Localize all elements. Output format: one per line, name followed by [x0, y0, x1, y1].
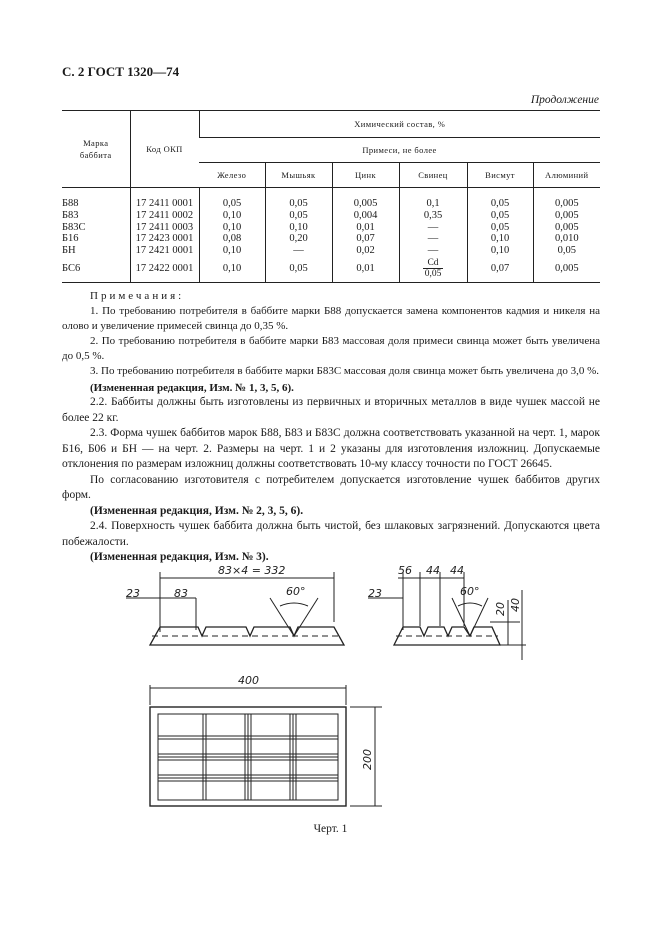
cell-grade: Б88 — [62, 198, 79, 209]
col-element: Железо — [199, 163, 265, 188]
impurities-header: Примеси, не более — [199, 138, 600, 163]
cell-value: 0,10 — [199, 257, 265, 283]
cell-value: — — [399, 233, 467, 245]
edit-note-2: (Измененная редакция, Изм. № 2, 3, 5, 6). — [90, 504, 304, 517]
cell-value: 0,1 — [399, 188, 467, 210]
dim-40: 40 — [509, 598, 522, 612]
cell-value: 0,05 — [265, 257, 332, 283]
note-3: 3. По требованию потребителя в баббите марки Б83С массовая доля свинца может быть увеличена до 3,0 %. — [90, 365, 600, 377]
cell-value: 0,010 — [533, 233, 600, 245]
cell-value: 0,05 — [265, 188, 332, 210]
cell-grade: Б16 — [62, 233, 79, 245]
cell-value: 0,005 — [332, 188, 399, 210]
cell-grade: Б83С — [62, 221, 86, 233]
cell-value: 0,10 — [199, 210, 265, 222]
dim-20: 20 — [494, 602, 507, 616]
cell-value: 0,02 — [332, 245, 399, 257]
cell-value: 0,10 — [199, 222, 265, 234]
dim-400: 400 — [238, 674, 259, 687]
note-1: 1. По требованию потребителя в баббите марки Б88 допускается замена компонентов кадмия и никеля на олово и увеличение примесей свинца до 0,35 %. — [62, 305, 600, 332]
cell-value: 0,35 — [399, 210, 467, 222]
angle-left: 60° — [286, 585, 306, 598]
cell-grade: БС6 — [62, 257, 130, 283]
dim-23-right: 23 — [368, 587, 382, 600]
col-element: Цинк — [332, 163, 399, 188]
cell-value: 0,07 — [332, 233, 399, 245]
notes-title: Примечания: — [90, 290, 185, 302]
cell-value: 0,05 — [199, 188, 265, 210]
paragraph-2-4: 2.4. Поверхность чушек баббита должна быть чистой, без шлаковых загрязнений. Допускаются цвета побежалости. — [62, 520, 600, 548]
cell-grade: БН — [62, 245, 76, 257]
dim-44-b: 44 — [450, 564, 464, 577]
cell-value: 0,005 — [533, 188, 600, 210]
cell-value: 0,10 — [199, 245, 265, 257]
edit-note-3: (Измененная редакция, Изм. № 3). — [90, 551, 269, 563]
cell-value: 0,05 — [467, 222, 533, 234]
cell-value: 0,005 — [533, 210, 600, 222]
side-profile-left — [126, 572, 344, 645]
cell-value: 0,004 — [332, 210, 399, 222]
cell-value: 0,05 — [265, 210, 332, 222]
cell-value: — — [265, 245, 332, 257]
chem-composition-header: Химический состав, % — [199, 111, 600, 138]
edit-note-1: (Измененная редакция, Изм. № 1, 3, 5, 6). — [90, 382, 294, 394]
cell-okp: 17 2423 0001 — [130, 233, 199, 245]
paragraph-2-3: 2.3. Форма чушек баббитов марок Б88, Б83 и Б83С должна соответствовать указанной на черт. 1, марок Б16, Б06 и БН — на черт. 2. Размеры на черт. 1 и 2 указаны для изготовления изложниц. Допускаемые отклонения по размерам изложниц должны соответствовать 10-му классу точности по ГОСТ 26645. — [62, 427, 600, 470]
dim-23-left: 23 — [126, 587, 140, 600]
top-view — [150, 685, 382, 806]
dim-56: 56 — [398, 564, 412, 577]
dim-200: 200 — [361, 749, 374, 770]
cell-value: 0,10 — [467, 245, 533, 257]
continuation-label: Продолжение — [530, 94, 599, 106]
cell-okp: 17 2411 0003 — [130, 222, 199, 234]
cell-value: 0,05 — [467, 210, 533, 222]
dim-83: 83 — [174, 587, 188, 600]
cell-value: 0,10 — [265, 222, 332, 234]
cell-value: — — [399, 222, 467, 234]
cell-okp: 17 2411 0001 — [130, 188, 199, 210]
dim-total: 83×4 = 332 — [218, 564, 286, 577]
paragraph-2-2: 2.2. Баббиты должны быть изготовлены из первичных и вторичных металлов в виде чушек массой не более 22 кг. — [62, 396, 600, 424]
cell-value: 0,01 — [332, 257, 399, 283]
col-grade-header: Марка баббита — [62, 111, 130, 188]
dim-44-a: 44 — [426, 564, 440, 577]
cell-grade: Б83 — [62, 209, 79, 221]
cell-value: 0,10 — [467, 233, 533, 245]
angle-right: 60° — [460, 585, 480, 598]
paragraph-2-3-b: По согласованию изготовителя с потребителем допускается изготовление чушек баббитов других форм. — [62, 473, 600, 501]
col-element: Алюминий — [533, 163, 600, 188]
cell-okp: 17 2411 0002 — [130, 210, 199, 222]
note-2: 2. По требованию потребителя в баббите марки Б83 массовая доля примеси свинца может быть увеличена до 0,5 %. — [62, 335, 600, 362]
page-header: С. 2 ГОСТ 1320—74 — [62, 64, 180, 79]
cell-value: 0,08 — [199, 233, 265, 245]
fraction-numerator: Cd — [423, 258, 444, 269]
cell-value: — — [399, 245, 467, 257]
cell-value: 0,005 — [533, 257, 600, 283]
figure-caption: Черт. 1 — [313, 823, 348, 835]
col-element: Свинец — [399, 163, 467, 188]
cell-value: 0,05 — [533, 245, 600, 257]
fraction-denominator: 0,05 — [424, 268, 442, 279]
cell-value: 0,20 — [265, 233, 332, 245]
cell-value: 0,05 — [467, 188, 533, 210]
cell-value: 0,07 — [467, 257, 533, 283]
col-element: Мышьяк — [265, 163, 332, 188]
col-okp-header: Код ОКП — [130, 111, 199, 188]
cell-value: 0,005 — [533, 222, 600, 234]
cell-okp: 17 2421 0001 — [130, 245, 199, 257]
cell-okp: 17 2422 0001 — [130, 257, 199, 283]
cell-value: 0,01 — [332, 222, 399, 234]
col-element: Висмут — [467, 163, 533, 188]
